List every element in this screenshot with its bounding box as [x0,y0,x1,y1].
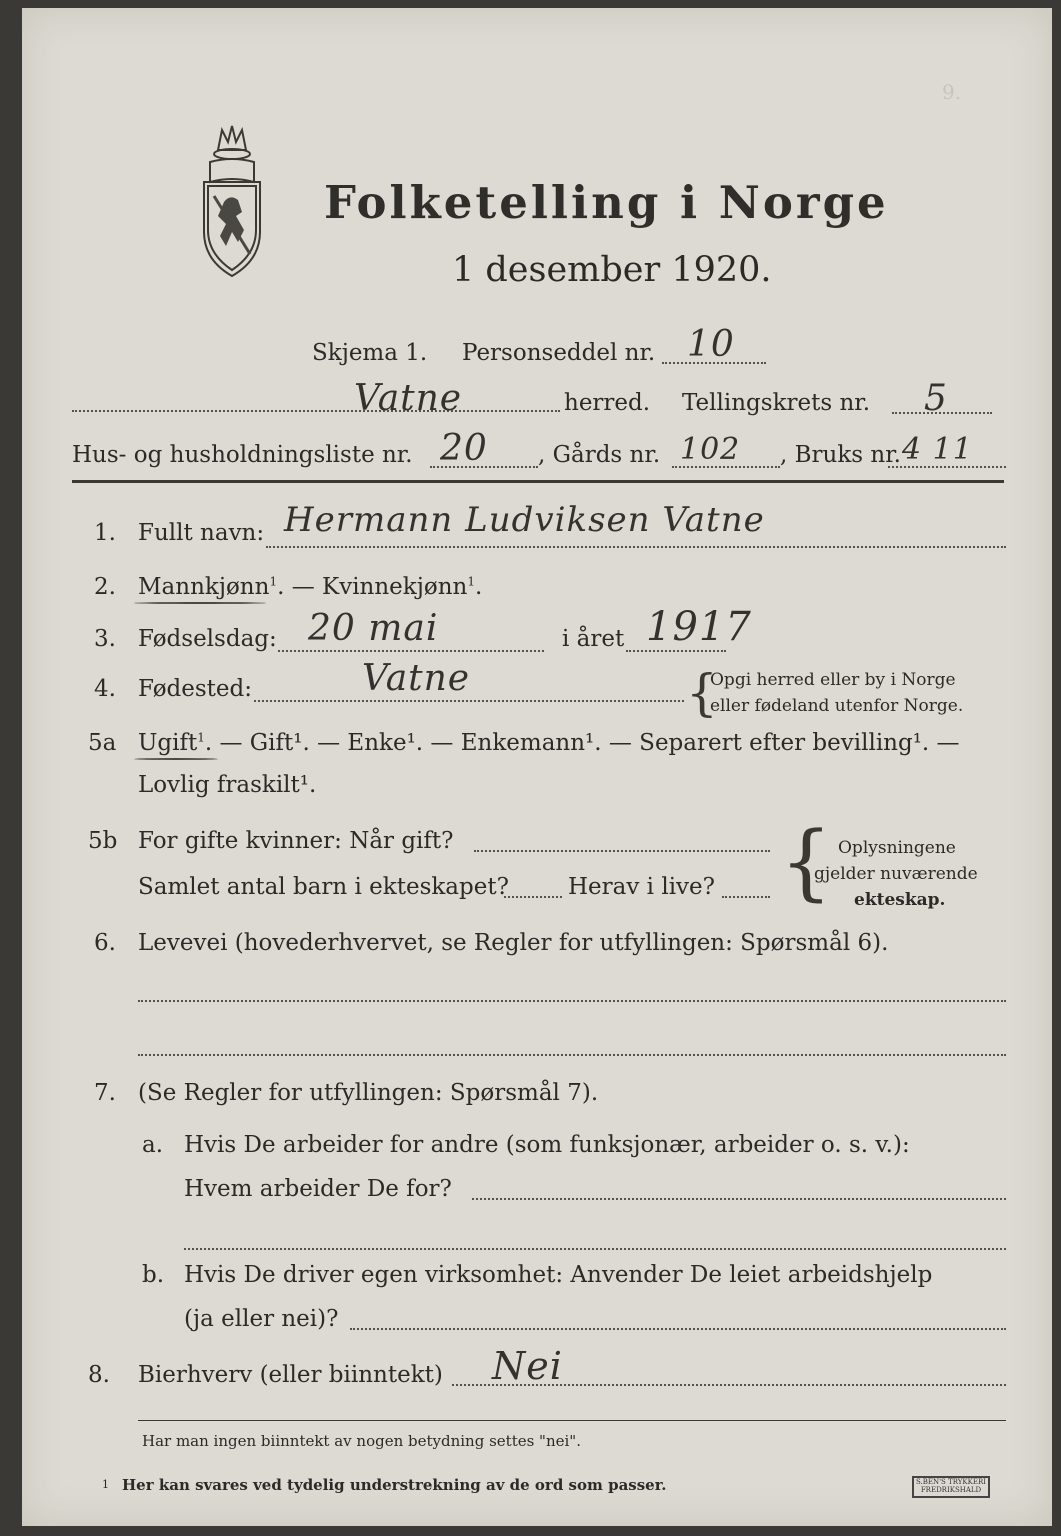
q7b-label-2: (ja eller nei)? [184,1306,339,1332]
q6-field-line-1 [138,1000,1006,1002]
q5b-note-line-3: ekteskap. [854,890,946,910]
q7a-label: Hvis De arbeider for andre (som funksjonær, arbeider o. s. v.): [184,1132,910,1158]
q5b-note-line-1: Oplysningene [838,838,956,858]
q5b-brace: { [780,815,833,910]
tellingskrets-label: Tellingskrets nr. [682,390,871,416]
personseddel-label: Personseddel nr. [462,340,656,366]
tellingskrets-value: 5 [924,378,948,419]
q4-brace: { [686,664,718,722]
bruks-value: 4 11 [902,432,973,467]
herred-label: herred. [564,390,651,416]
q5b-label-3: Herav i live? [568,874,715,900]
printer-stamp: S.BEN'S TRYKKERI FREDRIKSHALD [912,1476,990,1498]
q2-options: Mannkjønn$^1$. — Kvinnekjønn$^1$. [138,574,483,600]
q3-field-line [278,650,544,652]
q2-selection-underline [134,602,266,604]
q6-label: Levevei (hovederhvervet, se Regler for utfyllingen: Spørsmål 6). [138,930,889,956]
q5b-label-2: Samlet antal barn i ekteskapet? [138,874,509,900]
q1-field-line [266,546,1006,548]
q2-number: 2. [94,574,116,600]
q4-number: 4. [94,676,116,702]
q4-note-line-1: Opgi herred eller by i Norge [710,670,956,690]
q7b-field-line [350,1328,1006,1330]
bleed-through-text: 9. [942,80,962,104]
footnote-text: Her kan svares ved tydelig understrekning av de ord som passer. [122,1476,667,1494]
section-divider [72,480,1004,483]
q6-number: 6. [94,930,116,956]
gards-label: , Gårds nr. [538,442,661,468]
q4-label: Fødested: [138,676,253,702]
q3-value: 20 mai [308,608,439,649]
q5a-line2: Lovlig fraskilt¹. [138,772,317,798]
q7-number: 7. [94,1080,116,1106]
bruks-label: , Bruks nr. [780,442,901,468]
q7a-letter: a. [142,1132,164,1158]
q7b-label: Hvis De driver egen virksomhet: Anvender De leiet arbeidshjelp [184,1262,933,1288]
q5a-selection-underline [134,758,218,760]
q5b-note-line-2: gjelder nuværende [814,864,978,884]
q1-number: 1. [94,520,116,546]
hus-label: Hus- og husholdningsliste nr. [72,442,413,468]
q7a-field-line-1 [472,1198,1006,1200]
q7a-label-2: Hvem arbeider De for? [184,1176,452,1202]
q2-mann-option: Mannkjønn [138,574,270,600]
q5b-children-field-line [504,896,562,898]
q4-note-line-2: eller fødeland utenfor Norge. [710,696,964,716]
q7b-letter: b. [142,1262,165,1288]
q7a-field-line-2 [184,1248,1006,1250]
herred-field-line [72,410,560,412]
q5a-number: 5a [88,730,117,756]
q1-label: Fullt navn: [138,520,265,546]
schema-label: Skjema 1. [312,340,428,366]
footnote-mark: 1 [102,1478,109,1491]
q3-year-field-line [626,650,726,652]
page-title: Folketelling i Norge [324,176,889,229]
q3-number: 3. [94,626,116,652]
q4-value: Vatne [362,658,471,699]
footer-note: Har man ingen biinntekt av nogen betydning settes "nei". [142,1432,581,1450]
q5b-label-1: For gifte kvinner: Når gift? [138,828,454,854]
q5a-ugift-option: Ugift [138,730,198,756]
q5a-options: Ugift$^1$. — Gift¹. — Enke¹. — Enkemann¹. — Separert efter bevilling¹. — [138,730,960,756]
census-date: 1 desember 1920. [452,250,772,290]
q6-field-line-2 [138,1054,1006,1056]
q8-label: Bierhverv (eller biinntekt) [138,1362,443,1388]
q8-number: 8. [88,1362,110,1388]
q8-value: Nei [492,1344,563,1388]
census-form-page [22,8,1052,1526]
coat-of-arms-icon [190,120,274,282]
q3-year-value: 1917 [646,604,752,650]
q1-value: Hermann Ludviksen Vatne [284,500,765,540]
q3-label: Fødselsdag: [138,626,277,652]
q7-label: (Se Regler for utfyllingen: Spørsmål 7). [138,1080,599,1106]
q5b-number: 5b [88,828,118,854]
q4-field-line [254,700,684,702]
personseddel-value: 10 [687,324,735,365]
q2-kvinne-option: . — Kvinnekjønn [277,574,468,600]
footer-divider [138,1420,1006,1421]
q3-year-label: i året [562,626,625,652]
herred-value: Vatne [354,378,463,419]
q5b-alive-field-line [722,896,770,898]
gards-value: 102 [680,432,741,467]
hus-value: 20 [440,428,488,469]
q5b-married-field-line [474,850,770,852]
